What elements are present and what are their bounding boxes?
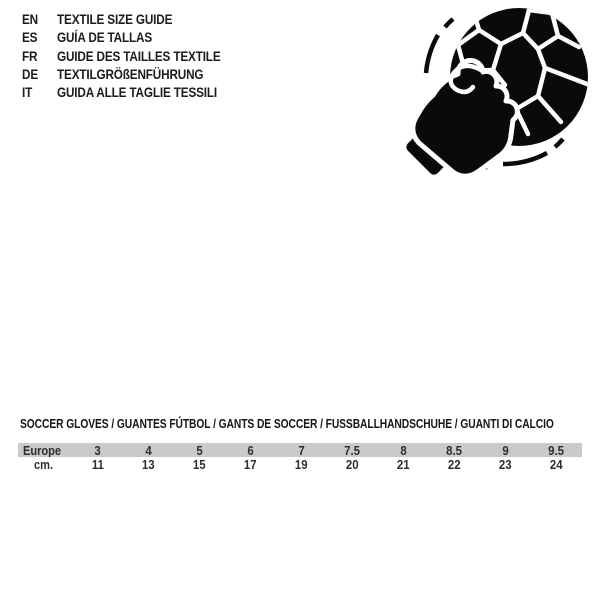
- size-row-europe: [18, 443, 582, 457]
- cell-text: 22: [448, 457, 461, 472]
- europe-size-cell: [276, 443, 327, 457]
- cell-text: 4: [145, 443, 152, 457]
- europe-size-cell: [123, 443, 174, 457]
- europe-size-cell: [480, 443, 531, 457]
- glove-ball-icon-svg: [395, 0, 595, 200]
- cm-size-cell: [429, 457, 480, 472]
- cell-text: 7.5: [344, 443, 361, 457]
- language-code-text: IT: [22, 84, 33, 101]
- language-code-text: ES: [22, 29, 38, 46]
- size-table: [18, 443, 582, 472]
- language-label: [57, 84, 247, 100]
- size-row-cm: [18, 457, 582, 472]
- cell-text: 9: [502, 443, 509, 457]
- europe-size-cell: [327, 443, 378, 457]
- language-code: [22, 11, 57, 27]
- cm-size-cell: [174, 457, 225, 472]
- cm-size-cell: [276, 457, 327, 472]
- language-label-text: TEXTILGRÖßENFÜHRUNG: [57, 66, 204, 83]
- language-row-de: [22, 65, 252, 83]
- cell-text: 19: [295, 457, 308, 472]
- cell-text: 23: [499, 457, 512, 472]
- cm-size-cell: [327, 457, 378, 472]
- language-label-text: GUIDE DES TAILLES TEXTILE: [57, 47, 221, 64]
- cm-size-cell: [480, 457, 531, 472]
- cell-text: 5: [196, 443, 203, 457]
- language-label: [57, 29, 170, 45]
- cm-size-cell: [72, 457, 123, 472]
- language-label-text: GUÍA DE TALLAS: [57, 29, 152, 46]
- europe-size-cell: [531, 443, 582, 457]
- size-table-title: [20, 416, 600, 432]
- language-code: [22, 48, 57, 64]
- cell-text: 11: [91, 457, 104, 472]
- cm-size-cell: [378, 457, 429, 472]
- glove-ball-icon: [395, 0, 595, 200]
- cell-text: 21: [397, 457, 410, 472]
- language-label-text: TEXTILE SIZE GUIDE: [57, 11, 173, 28]
- language-label-text: GUIDA ALLE TAGLIE TESSILI: [57, 84, 218, 101]
- cell-text: 9.5: [548, 443, 565, 457]
- row-label-text: cm.: [33, 457, 53, 472]
- language-label: [57, 48, 252, 64]
- row-label-europe: [18, 443, 72, 457]
- size-table-title-text: SOCCER GLOVES / GUANTES FÚTBOL / GANTS DE SOCCER / FUSSBALLHANDSCHUHE / GUANTI DI CALCIO: [20, 416, 554, 431]
- cell-text: 3: [94, 443, 101, 457]
- europe-size-cell: [72, 443, 123, 457]
- cm-size-cell: [225, 457, 276, 472]
- europe-size-cell: [225, 443, 276, 457]
- europe-size-cell: [378, 443, 429, 457]
- language-row-es: [22, 28, 252, 46]
- language-list: [22, 10, 252, 101]
- cell-text: 15: [193, 457, 206, 472]
- row-label-text: Europe: [22, 443, 61, 457]
- row-label-cm: [18, 457, 72, 472]
- language-code: [22, 29, 57, 45]
- cell-text: 7: [298, 443, 305, 457]
- europe-size-cell: [174, 443, 225, 457]
- language-row-en: [22, 10, 252, 28]
- language-label: [57, 66, 231, 82]
- cell-text: 24: [550, 457, 563, 472]
- cell-text: 8: [400, 443, 407, 457]
- language-label: [57, 11, 194, 27]
- language-code: [22, 66, 57, 82]
- cm-size-cell: [531, 457, 582, 472]
- cell-text: 8.5: [446, 443, 463, 457]
- europe-size-cell: [429, 443, 480, 457]
- language-code: [22, 84, 57, 100]
- language-code-text: FR: [22, 47, 38, 64]
- language-code-text: EN: [22, 11, 39, 28]
- cell-text: 6: [247, 443, 254, 457]
- language-row-it: [22, 83, 252, 101]
- cm-size-cell: [123, 457, 174, 472]
- cell-text: 20: [346, 457, 359, 472]
- cell-text: 13: [142, 457, 155, 472]
- language-code-text: DE: [22, 66, 39, 83]
- cell-text: 17: [244, 457, 257, 472]
- language-row-fr: [22, 47, 252, 65]
